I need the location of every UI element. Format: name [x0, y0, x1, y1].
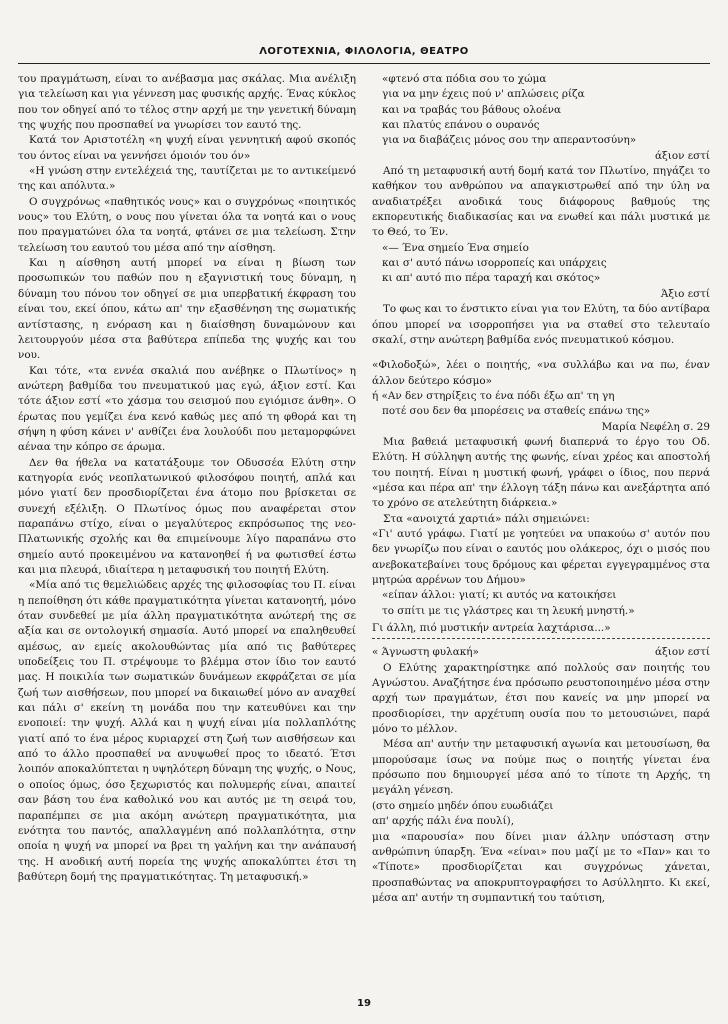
attribution-row [372, 645, 710, 660]
paragraph: Μια βαθειά μεταφυσική φωνή διαπερνά το έργο του Οδ. Ελύτη. Η σύλληψη αυτής της φωνής, είναι χρέος και αποστολή του ποιητή. Είναι η μυστική φωνή, γράφει ο ίδιος, που περνά «μέσα και πέρα απ' την έλλογη τάξη πάνω και ανεξάρτητα από το χρόνο σε ατελεύτητη διάρκεια.» [372, 435, 710, 510]
verse-line: και σ' αυτό πάνω ισορροπείς και υπάρχεις [382, 257, 607, 270]
paragraph: «Φιλοδοξώ», λέει ο ποιητής, «να συλλάβω και να πω, έναν άλλον δεύτερο κόσμο» [372, 359, 710, 387]
paragraph: Από τη μεταφυσική αυτή δομή κατά τον Πλωτίνο, πηγάζει το καθήκον του ανθρώπου να απαγκιστρωθεί από την ύλη να αναδιατρέξει ανοδικά τους διάφορους βαθμούς της εκπορευτικής διαδικασίας και να ενωθεί και πάλι μυστικά με το Θεό, το Έν. [372, 165, 710, 239]
verse-line: για να διαβάζεις μόνος σου την απεραντοσύνη» [382, 134, 637, 147]
paragraph: Και η αίσθηση αυτή μπορεί να είναι η βίωση των προσωπικών του παθών που η εξαγνιστική τους δύναμη, η δύναμη του πόνου τον οδηγεί σε μια υπερβατική έκφραση του είναι του, εκεί όπου, κάτω απ' την εξασθένηση της σωματικής αντίστασης, η ενόραση και η διαίσθηση δυναμώνουν και λειτουργούν μέσα στα βαθύτερα επίπεδα της ψυχής και του νου. [18, 257, 356, 362]
paragraph: «Η γνώση στην εντελέχειά της, ταυτίζεται με το αντικείμενό της και απόλυτα.» [18, 165, 356, 193]
verse-line: για να μην έχεις πού ν' απλώσεις ρίζα [382, 88, 585, 101]
paragraph: Στα «ανοιχτά χαρτιά» πάλι σημειώνει: [383, 512, 590, 525]
verse-line: απ' αρχής πάλι ένα πουλί), [372, 815, 515, 828]
paragraph: Το φως και το ένστικτο είναι για τον Ελύτη, τα δύο αντίβαρα όπου μπορεί να ισορροπήσει για να σταθεί στο τελευταίο σκαλί, στην ανώτερη βαθμίδα ενός πνευματικού κόσμου. [372, 303, 710, 346]
verse-line: το σπίτι με τις γλάστρες και τη λευκή μνηστή.» [382, 604, 635, 617]
paragraph: Και τότε, «τα εννέα σκαλιά που ανέβηκε ο Πλωτίνος» η ανώτερη βαθμίδα του πνευματικού μας εγώ, άξιον εστί. Και τότε άξιον εστί «το χάσμα του σεισμού που εγιόμισε άνθη». Ο έρωτας που γεμίζει ένα κενό καθώς μες από τη φθορά και τη σήψη η φύση κάνει ν' ανθίζει ένα λουλούδι που μεταμορφώνει αέναα την κόπρο σε άρωμα. [18, 364, 356, 454]
paragraph: Μέσα απ' αυτήν την μεταφυσική αγωνία και μετουσίωση, θα μπορούσαμε ίσως να πούμε πως ο ποιητής γίνεται ένα πρόσωπο που δημιουργεί μέσα από το τίποτε τη Αρχής, τη μεγάλη γένεση. [372, 738, 710, 797]
attribution: Άξιο εστί [660, 287, 710, 300]
verse-line: (στο σημείο μηδέν όπου ευωδιάζει [372, 799, 554, 812]
header-rule [18, 63, 710, 64]
right-column [372, 72, 710, 906]
quote-paragraph: «Γι' αυτό γράφω. Γιατί με γοητεύει να υπακούω σ' αυτόν που δεν γνωρίζω που είναι ο εαυτός μου ολάκερος, όχι ο μισός που ανεβοκατεβαίνει τους δρόμους και φέρεται εγγεγραμμένος στα μητρώα αρρένων του Δήμου» [372, 527, 710, 586]
left-column [18, 72, 356, 885]
paragraph: Δεν θα ήθελα να κατατάξουμε τον Οδυσσέα Ελύτη στην κατηγορία ενός νεοπλατωνικού φιλοσόφου ποιητή, απλά και μόνο γιατί δεν προσδιορίζεται ένα άτομο που βρίσκεται σε συνεχή εξέλιξη. Ο Πλωτίνος όμως που αναφέρεται στον παραπάνω στίχο, είναι ο μεγαλύτερος εκπρόσωπος της νεο-Πλατωνικής σχολής και θα επιμείνουμε λίγο παραπάνω στο σημείο αυτό προκειμένου να κατανοηθεί ή να φωτισθεί έστω και μια πλευρά, ιδιαίτερα η μεταφυσική του ποιητή Ελύτη. [18, 456, 356, 576]
verse-line: κι απ' αυτό πιο πέρα ταραχή και σκότος» [382, 272, 601, 285]
verse-line: «— Ένα σημείο Ένα σημείο [382, 241, 529, 254]
attribution: άξιον εστί [655, 646, 710, 659]
attribution-source: « Άγνωστη φυλακή» [372, 646, 479, 659]
page-number: 19 [357, 998, 371, 1009]
attribution: άξιον εστί [655, 149, 710, 162]
verse-line: Γι άλλη, πιό μυστικήν αντρεία λαχτάρισα...» [372, 621, 710, 639]
paragraph: του πραγμάτωση, είναι το ανέβασμα μας σκάλας. Μια ανέλιξη για τελείωση και για γέννεση μας φυσικής αρχής. Ένας κύκλος που τον οδηγεί από το τέλος στην αρχή με την γενετική δύναμη της ψυχής που προσπαθεί να γνωρίσει τον εαυτό της. [18, 73, 356, 132]
verse-line: ποτέ σου δεν θα μπορέσεις να σταθείς επάνω της» [382, 405, 651, 418]
page-header: ΛΟΓΟΤΕΧΝΙΑ, ΦΙΛΟΛΟΓΙΑ, ΘΕΑΤΡΟ [259, 46, 469, 57]
paragraph: Ο Ελύτης χαρακτηρίστηκε από πολλούς σαν ποιητής του Αγνώστου. Αναζήτησε ένα πρόσωπο ρευστοποιημένο μέσα στην αρχή των πραγμάτων, έτσι που κανείς να μην μπορεί να προσδιορίσει, την αρχέτυπη ουσία που το μετουσιώνει, παρά μόνο το μέλλον. [372, 661, 710, 736]
verse-line: «είπαν άλλοι: γιατί; κι αυτός να κατοικήσει [382, 589, 617, 602]
paragraph: Κατά τον Αριστοτέλη «η ψυχή είναι γεννητική αφού σκοπός του όντος είναι να γεννήσει όμοιόν του όν» [18, 134, 356, 162]
verse-line: και πλατύς επάνου ο ουρανός [382, 119, 540, 132]
paragraph: μια «παρουσία» που δίνει μιαν άλλην υπόσταση στην ανθρώπινη ύπαρξη. Ένα «είναι» που μαζί με το «Παν» και το «Τίποτε» προσδιορίζεται και συγχρόνως χάνεται, προσπαθώντας να αποκρυπτογραφήσει το Ασύλληπτο. Κι εκεί, μέσα απ' αυτήν τη συμπαντική του ταύτιση, [372, 830, 710, 904]
paragraph: «Μία από τις θεμελιώδεις αρχές της φιλοσοφίας του Π. είναι η πεποίθηση ότι κάθε πραγματικότητα γίνεται κατανοητή, μόνο όταν συνδεθεί με μία άλλη πραγματικότητα ανώτερή της σε αξία και σε οντολογική σημασία. Αυτό μπορεί να επαληθευθεί αμέσως, αν εμείς ακολουθώντας μία από τις βαθύτερες υποδείξεις του Π. στρέψουμε το βλέμμα στον ίδιο τον εαυτό μας. Η ποικιλία των σωματικών δυνάμεων εκφράζεται σε μία ζωή των αισθήσεων, που μπορεί να δικαιωθεί μόνο αν αναχθεί και πάλι σ' εκείνη τη μονάδα που την κατευθύνει και την ενοποιεί: την ψυχή. Αλλά και η ψυχή είναι μία πολλαπλότης γιατί από το ένα μέρος κυριαρχεί στη ζωή των αισθήσεων και από το άλλο προσπαθεί να ανυψωθεί προς το ιδεατό. Έτσι λοιπόν αποκαλύπτεται η υψηλότερη δύναμη της ψυχής, ο Νους, ο οποίος όμως, όσο ξεχωριστός και πολυμερής είναι, απαιτεί σαν βάση του ένα καθολικό νου και αυτός με τη σειρά του, παραπέμπει σε μια ακόμη ανώτερη πραγματικότητα, μια ενότητα του παντός, απαλλαγμένη από πολλαπλότητα, στην οποία η ψυχή να μπορεί να βρει τη γαλήνη και την ανάπαυσή της. Η ανοδική αυτή πορεία της ψυχής αποκαλύπτει έτσι τη βαθύτερη δομή της πραγματικότητας. Τη μεταφυσική.» [18, 579, 356, 883]
verse-line: και να τραβάς του βάθους ολοένα [382, 103, 561, 116]
paragraph: Ο συγχρόνως «παθητικός νους» και ο συγχρόνως «ποιητικός νους» του Ελύτη, ο νους που γίνεται όλα τα νοητά και ο νους που πραγματώνει όλα τα νοητά, φτάνει σε μια τελείωση. Στην τελείωση του εαυτού του μέσα από την αίσθηση. [18, 195, 356, 254]
verse-line: «φτενό στα πόδια σου το χώμα [382, 73, 547, 85]
verse-line: ή «Αν δεν στηρίξεις το ένα πόδι έξω απ' τη γη [372, 389, 615, 402]
attribution: Μαρία Νεφέλη σ. 29 [601, 420, 710, 433]
